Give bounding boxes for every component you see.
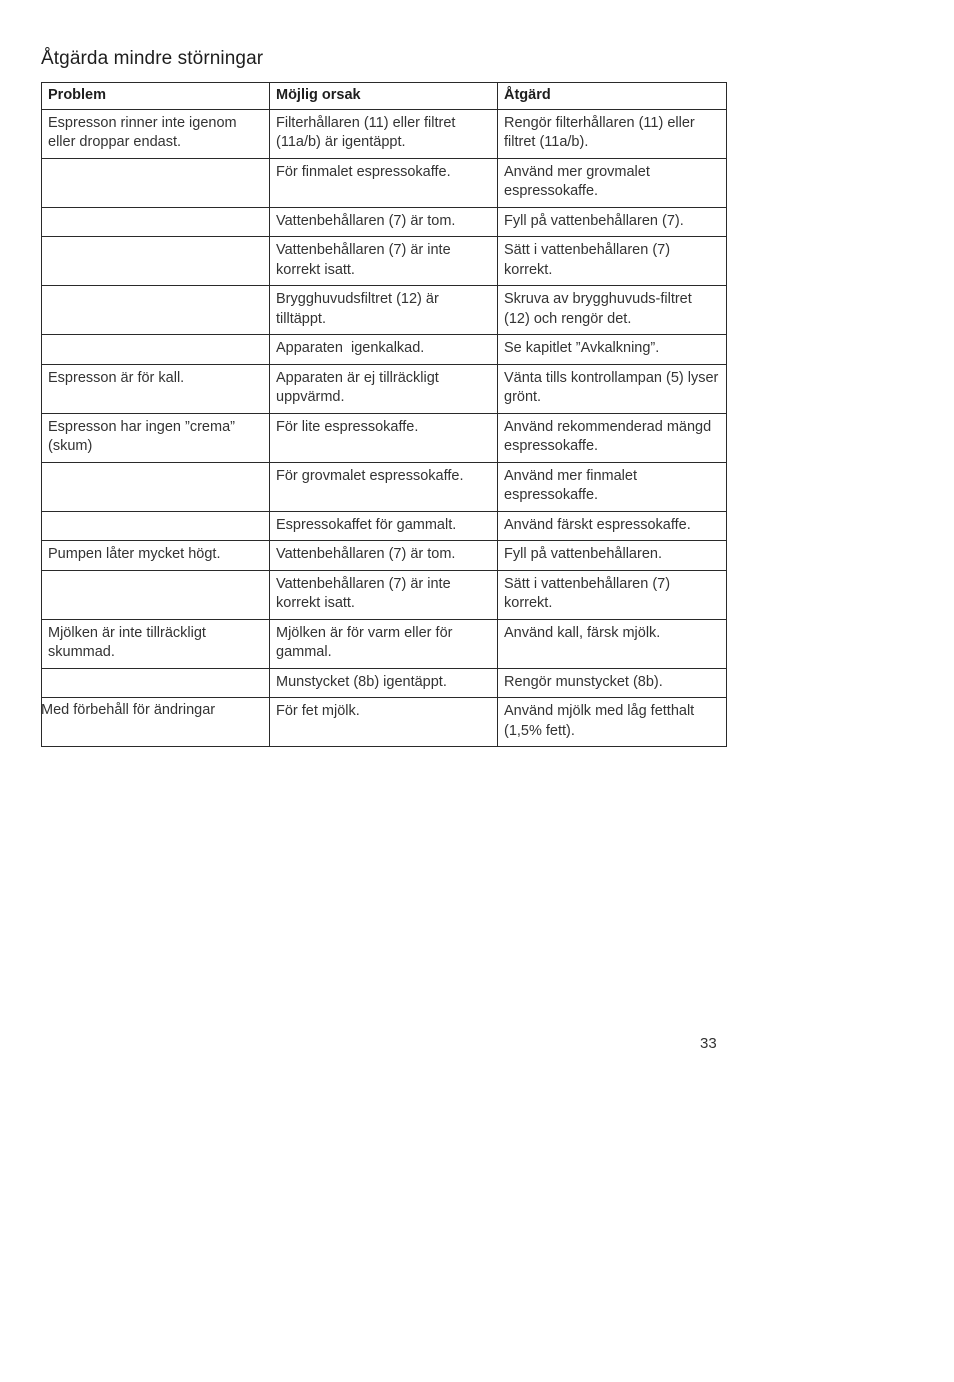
remedy-cell: Skruva av brygghuvuds-filtret (12) och rengör det.	[498, 286, 727, 335]
table-header-row	[42, 83, 727, 110]
cause-cell: Vattenbehållaren (7) är tom.	[270, 541, 498, 571]
page-number: 33	[700, 1035, 717, 1052]
cause-cell: Vattenbehållaren (7) är tom.	[270, 207, 498, 237]
remedy-cell: Använd färskt espressokaffe.	[498, 511, 727, 541]
problem-cell	[42, 511, 270, 541]
table-row	[42, 668, 727, 698]
table-row	[42, 413, 727, 462]
cause-cell: Espressokaffet för gammalt.	[270, 511, 498, 541]
problem-cell	[42, 462, 270, 511]
remedy-cell: Sätt i vattenbehållaren (7) korrekt.	[498, 570, 727, 619]
table-row	[42, 237, 727, 286]
remedy-cell: Använd mer finmalet espressokaffe.	[498, 462, 727, 511]
troubleshooting-table	[41, 82, 727, 747]
column-header-problem: Problem	[42, 83, 270, 110]
problem-cell: Mjölken är inte tillräckligt skummad.	[42, 619, 270, 668]
cause-cell: Apparaten igenkalkad.	[270, 335, 498, 365]
remedy-cell: Rengör munstycket (8b).	[498, 668, 727, 698]
problem-cell	[42, 158, 270, 207]
cause-cell: Apparaten är ej tillräckligt uppvärmd.	[270, 364, 498, 413]
problem-cell	[42, 237, 270, 286]
cause-cell: För finmalet espressokaffe.	[270, 158, 498, 207]
cause-cell: Vattenbehållaren (7) är inte korrekt isatt.	[270, 570, 498, 619]
table-row	[42, 462, 727, 511]
cause-cell: För fet mjölk.	[270, 698, 498, 747]
table-row	[42, 158, 727, 207]
remedy-cell: Använd rekommenderad mängd espressokaffe.	[498, 413, 727, 462]
table-row	[42, 109, 727, 158]
remedy-cell: Använd mjölk med låg fetthalt (1,5% fett).	[498, 698, 727, 747]
column-header-cause: Möjlig orsak	[270, 83, 498, 110]
cause-cell: För lite espressokaffe.	[270, 413, 498, 462]
page-title: Åtgärda mindre störningar	[41, 48, 264, 69]
cause-cell: Vattenbehållaren (7) är inte korrekt isatt.	[270, 237, 498, 286]
remedy-cell: Använd kall, färsk mjölk.	[498, 619, 727, 668]
problem-cell: Espresson har ingen ”crema” (skum)	[42, 413, 270, 462]
remedy-cell: Se kapitlet ”Avkalkning”.	[498, 335, 727, 365]
remedy-cell: Fyll på vattenbehållaren (7).	[498, 207, 727, 237]
problem-cell: Espresson är för kall.	[42, 364, 270, 413]
problem-cell	[42, 570, 270, 619]
problem-cell	[42, 286, 270, 335]
cause-cell: Filterhållaren (11) eller filtret (11a/b) är igentäppt.	[270, 109, 498, 158]
remedy-cell: Fyll på vattenbehållaren.	[498, 541, 727, 571]
problem-cell: Espresson rinner inte igenom eller droppar endast.	[42, 109, 270, 158]
table-row	[42, 619, 727, 668]
table-row	[42, 286, 727, 335]
disclaimer-note: Med förbehåll för ändringar	[41, 702, 216, 718]
table-row	[42, 570, 727, 619]
table-row	[42, 541, 727, 571]
cause-cell: Mjölken är för varm eller för gammal.	[270, 619, 498, 668]
remedy-cell: Använd mer grovmalet espressokaffe.	[498, 158, 727, 207]
remedy-cell: Rengör filterhållaren (11) eller filtret (11a/b).	[498, 109, 727, 158]
remedy-cell: Sätt i vattenbehållaren (7) korrekt.	[498, 237, 727, 286]
table-row	[42, 364, 727, 413]
table-row	[42, 511, 727, 541]
cause-cell: För grovmalet espressokaffe.	[270, 462, 498, 511]
problem-cell: Pumpen låter mycket högt.	[42, 541, 270, 571]
problem-cell	[42, 335, 270, 365]
column-header-remedy: Åtgärd	[498, 83, 727, 110]
problem-cell	[42, 207, 270, 237]
remedy-cell: Vänta tills kontrollampan (5) lyser grönt.	[498, 364, 727, 413]
cause-cell: Munstycket (8b) igentäppt.	[270, 668, 498, 698]
problem-cell	[42, 668, 270, 698]
table-row	[42, 335, 727, 365]
table-row	[42, 207, 727, 237]
cause-cell: Brygghuvudsfiltret (12) är tilltäppt.	[270, 286, 498, 335]
